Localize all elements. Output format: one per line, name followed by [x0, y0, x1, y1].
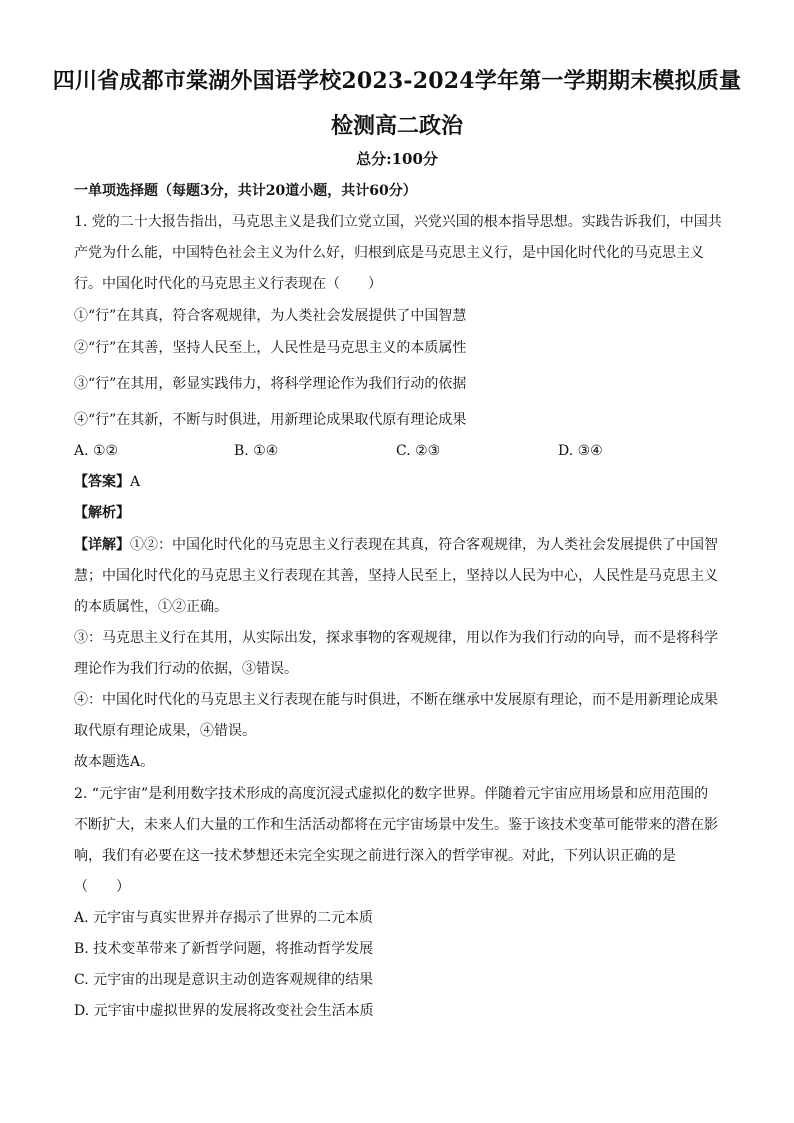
detail-text: ①②：中国化时代化的马克思主义行表现在其真，符合客观规律，为人类社会发展提供了中国智	[130, 537, 718, 553]
analysis-label: 【解析】	[74, 505, 130, 521]
q1-stem-line: 行。中国化时代化的马克思主义行表现在（ ）	[74, 276, 382, 292]
q1-stem-line: 1. 党的二十大报告指出，马克思主义是我们立党立国，兴党兴国的根本指导思想。实践告诉我们，中国共	[74, 214, 722, 230]
q1-detail-line: ④：中国化时代化的马克思主义行表现在能与时俱进，不断在继承中发展原有理论，而不是用新理论成果	[74, 692, 718, 708]
q2-option-b: B. 技术变革带来了新哲学问题，将推动哲学发展	[74, 941, 374, 957]
section-heading: 一单项选择题（每题3分，共计20道小题，共计60分）	[74, 183, 417, 199]
q1-statement: ②“行”在其善，坚持人民至上，人民性是马克思主义的本质属性	[74, 340, 467, 356]
answer-label: 【答案】	[74, 474, 130, 490]
q1-statement: ①“行”在其真，符合客观规律，为人类社会发展提供了中国智慧	[74, 308, 467, 324]
q1-option-b: B. ①④	[234, 443, 279, 459]
q2-option-c: C. 元宇宙的出现是意识主动创造客观规律的结果	[74, 972, 374, 988]
document-title-line2: 检测高二政治	[330, 113, 463, 139]
q2-stem-line: 不断扩大，未来人们大量的工作和生活活动都将在元宇宙场景中发生。鉴于该技术变革可能带来的潜在影	[74, 817, 718, 833]
q1-answer	[74, 472, 724, 492]
detail-label: 【详解】	[74, 537, 130, 553]
q2-stem-line: 2. “元宇宙”是利用数字技术形成的高度沉浸式虚拟化的数字世界。伴随着元宇宙应用场景和应用范围的	[74, 786, 709, 802]
q1-stem-line: 产党为什么能，中国特色社会主义为什么好，归根到底是马克思主义行，是中国化时代化的马克思主义	[74, 245, 704, 261]
q1-detail-line	[74, 535, 724, 555]
q2-option-d: D. 元宇宙中虚拟世界的发展将改变社会生活本质	[74, 1003, 374, 1019]
document-title-line1: 四川省成都市棠湖外国语学校2023-2024学年第一学期期末模拟质量	[52, 68, 742, 94]
q2-stem-line: 响，我们有必要在这一技术梦想还未完全实现之前进行深入的哲学审视。对此，下列认识正确的是	[74, 848, 676, 864]
q1-detail-line: 故本题选A。	[74, 754, 155, 770]
q1-detail-line: 慧；中国化时代化的马克思主义行表现在其善，坚持人民至上，坚持以人民为中心，人民性是马克思主义	[74, 568, 718, 584]
q1-option-c: C. ②③	[396, 443, 441, 459]
total-score: 总分:100分	[356, 150, 438, 168]
q1-detail-line: 的本质属性，①②正确。	[74, 599, 228, 615]
q1-detail-line: ③：马克思主义行在其用，从实际出发，探求事物的客观规律，用以作为我们行动的向导，而不是将科学	[74, 630, 718, 646]
q1-option-a: A. ①②	[74, 443, 119, 459]
q2-stem-line: （ ）	[74, 879, 130, 895]
q1-option-d: D. ③④	[558, 443, 603, 459]
q1-statement: ④“行”在其新，不断与时俱进，用新理论成果取代原有理论成果	[74, 412, 467, 428]
answer-value: A	[130, 474, 141, 490]
q1-statement: ③“行”在其用，彰显实践伟力，将科学理论作为我们行动的依据	[74, 376, 467, 392]
q1-detail-line: 理论作为我们行动的依据，③错误。	[74, 661, 298, 677]
q1-detail-line: 取代原有理论成果，④错误。	[74, 723, 256, 739]
q2-option-a: A. 元宇宙与真实世界并存揭示了世界的二元本质	[74, 910, 374, 926]
